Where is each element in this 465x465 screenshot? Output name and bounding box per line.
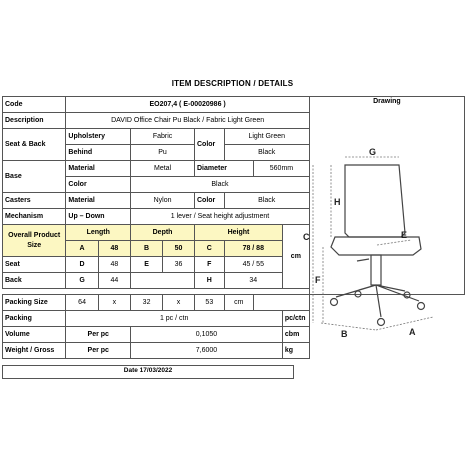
packing-value: 1 pc / ctn bbox=[66, 311, 283, 327]
description-label: Description bbox=[3, 113, 66, 129]
behind-color-value: Black bbox=[224, 145, 309, 161]
description-value: DAVID Office Chair Pu Black / Fabric Light Green bbox=[66, 113, 309, 129]
mechanism-value: 1 lever / Seat height adjustment bbox=[131, 209, 310, 225]
letter-b: B bbox=[341, 329, 348, 339]
seat-back-color-label: Color bbox=[195, 129, 225, 161]
document-title: ITEM DESCRIPTION / DETAILS bbox=[171, 79, 294, 88]
seat-outline bbox=[331, 237, 421, 255]
base-label: Base bbox=[3, 161, 66, 193]
base-spokes bbox=[336, 285, 419, 317]
diameter-value: 560mm bbox=[254, 161, 310, 177]
overall-label: Overall Product Size bbox=[3, 225, 66, 257]
backrest-outline bbox=[345, 165, 405, 237]
casters-material-label: Material bbox=[66, 193, 131, 209]
dim-e-line bbox=[377, 240, 411, 245]
dim-c-value: 78 / 88 bbox=[224, 241, 282, 257]
packing-size-x2: x bbox=[163, 295, 195, 311]
packing-label: Packing bbox=[3, 311, 66, 327]
behind-value: Pu bbox=[131, 145, 195, 161]
volume-value: 0,1050 bbox=[131, 327, 283, 343]
depth-label: Depth bbox=[131, 225, 195, 241]
weight-unit: kg bbox=[282, 343, 309, 359]
casters-material-value: Nylon bbox=[131, 193, 195, 209]
behind-label: Behind bbox=[66, 145, 131, 161]
packing-size-v3: 53 bbox=[195, 295, 225, 311]
letter-h: H bbox=[334, 197, 341, 207]
dim-a-value: 48 bbox=[98, 241, 130, 257]
letter-c: C bbox=[303, 232, 310, 242]
height-label: Height bbox=[195, 225, 283, 241]
weight-value: 7,6000 bbox=[131, 343, 283, 359]
casters-color-value: Black bbox=[224, 193, 309, 209]
casters-color-label: Color bbox=[195, 193, 225, 209]
date-text: Date 17/03/2022 bbox=[123, 367, 173, 374]
caster-2 bbox=[418, 303, 425, 310]
chair-drawing bbox=[301, 145, 461, 340]
drawing-label: Drawing bbox=[373, 98, 401, 105]
packing-unit: pc/ctn bbox=[282, 311, 309, 327]
base-material-label: Material bbox=[66, 161, 131, 177]
dim-g-letter: G bbox=[66, 273, 98, 289]
upholstery-label: Upholstery bbox=[66, 129, 131, 145]
seat-back-label: Seat & Back bbox=[3, 129, 66, 161]
dim-b-value: 50 bbox=[163, 241, 195, 257]
base-material-value: Metal bbox=[131, 161, 195, 177]
packing-size-label: Packing Size bbox=[3, 295, 66, 311]
seat-label: Seat bbox=[3, 257, 66, 273]
dim-h-letter: H bbox=[195, 273, 225, 289]
letter-g: G bbox=[369, 147, 377, 157]
dim-f-letter: F bbox=[195, 257, 225, 273]
weight-per: Per pc bbox=[66, 343, 131, 359]
dim-h-value: 34 bbox=[224, 273, 282, 289]
gas-lift bbox=[371, 255, 381, 285]
caster-4 bbox=[355, 291, 361, 297]
row-weight bbox=[3, 343, 465, 359]
packing-size-x1: x bbox=[98, 295, 130, 311]
weight-label: Weight / Gross bbox=[3, 343, 66, 359]
dim-b-line bbox=[321, 323, 376, 330]
dim-a-letter: A bbox=[66, 241, 98, 257]
unit-cm: cm bbox=[282, 225, 309, 289]
mechanism-type: Up – Down bbox=[66, 209, 131, 225]
back-empty-cell bbox=[131, 273, 195, 289]
dim-e-value: 36 bbox=[163, 257, 195, 273]
base-color-label: Color bbox=[66, 177, 131, 193]
dim-d-letter: D bbox=[66, 257, 98, 273]
base-color-value: Black bbox=[131, 177, 310, 193]
caster-1 bbox=[331, 299, 338, 306]
lever bbox=[357, 259, 369, 261]
casters-label: Casters bbox=[3, 193, 66, 209]
caster-3 bbox=[378, 319, 385, 326]
code-label: Code bbox=[3, 97, 66, 113]
code-value: EO207,4 ( E-00020986 ) bbox=[66, 97, 309, 113]
mechanism-label: Mechanism bbox=[3, 209, 66, 225]
packing-size-unit: cm bbox=[224, 295, 253, 311]
dim-f-value: 45 / 55 bbox=[224, 257, 282, 273]
dim-g-value: 44 bbox=[98, 273, 130, 289]
seat-back-color-value: Light Green bbox=[224, 129, 309, 145]
letter-e: E bbox=[401, 230, 408, 240]
back-label: Back bbox=[3, 273, 66, 289]
dim-d-value: 48 bbox=[98, 257, 130, 273]
letter-a: A bbox=[409, 327, 416, 337]
diameter-label: Diameter bbox=[195, 161, 254, 177]
dim-e-letter: E bbox=[131, 257, 163, 273]
dim-c-letter: C bbox=[195, 241, 225, 257]
upholstery-value: Fabric bbox=[131, 129, 195, 145]
letter-f: F bbox=[315, 275, 321, 285]
volume-unit: cbm bbox=[282, 327, 309, 343]
length-label: Length bbox=[66, 225, 131, 241]
packing-size-v1: 64 bbox=[66, 295, 98, 311]
volume-per: Per pc bbox=[66, 327, 131, 343]
volume-label: Volume bbox=[3, 327, 66, 343]
row-code bbox=[3, 97, 465, 113]
dim-b-letter: B bbox=[131, 241, 163, 257]
packing-size-v2: 32 bbox=[131, 295, 163, 311]
